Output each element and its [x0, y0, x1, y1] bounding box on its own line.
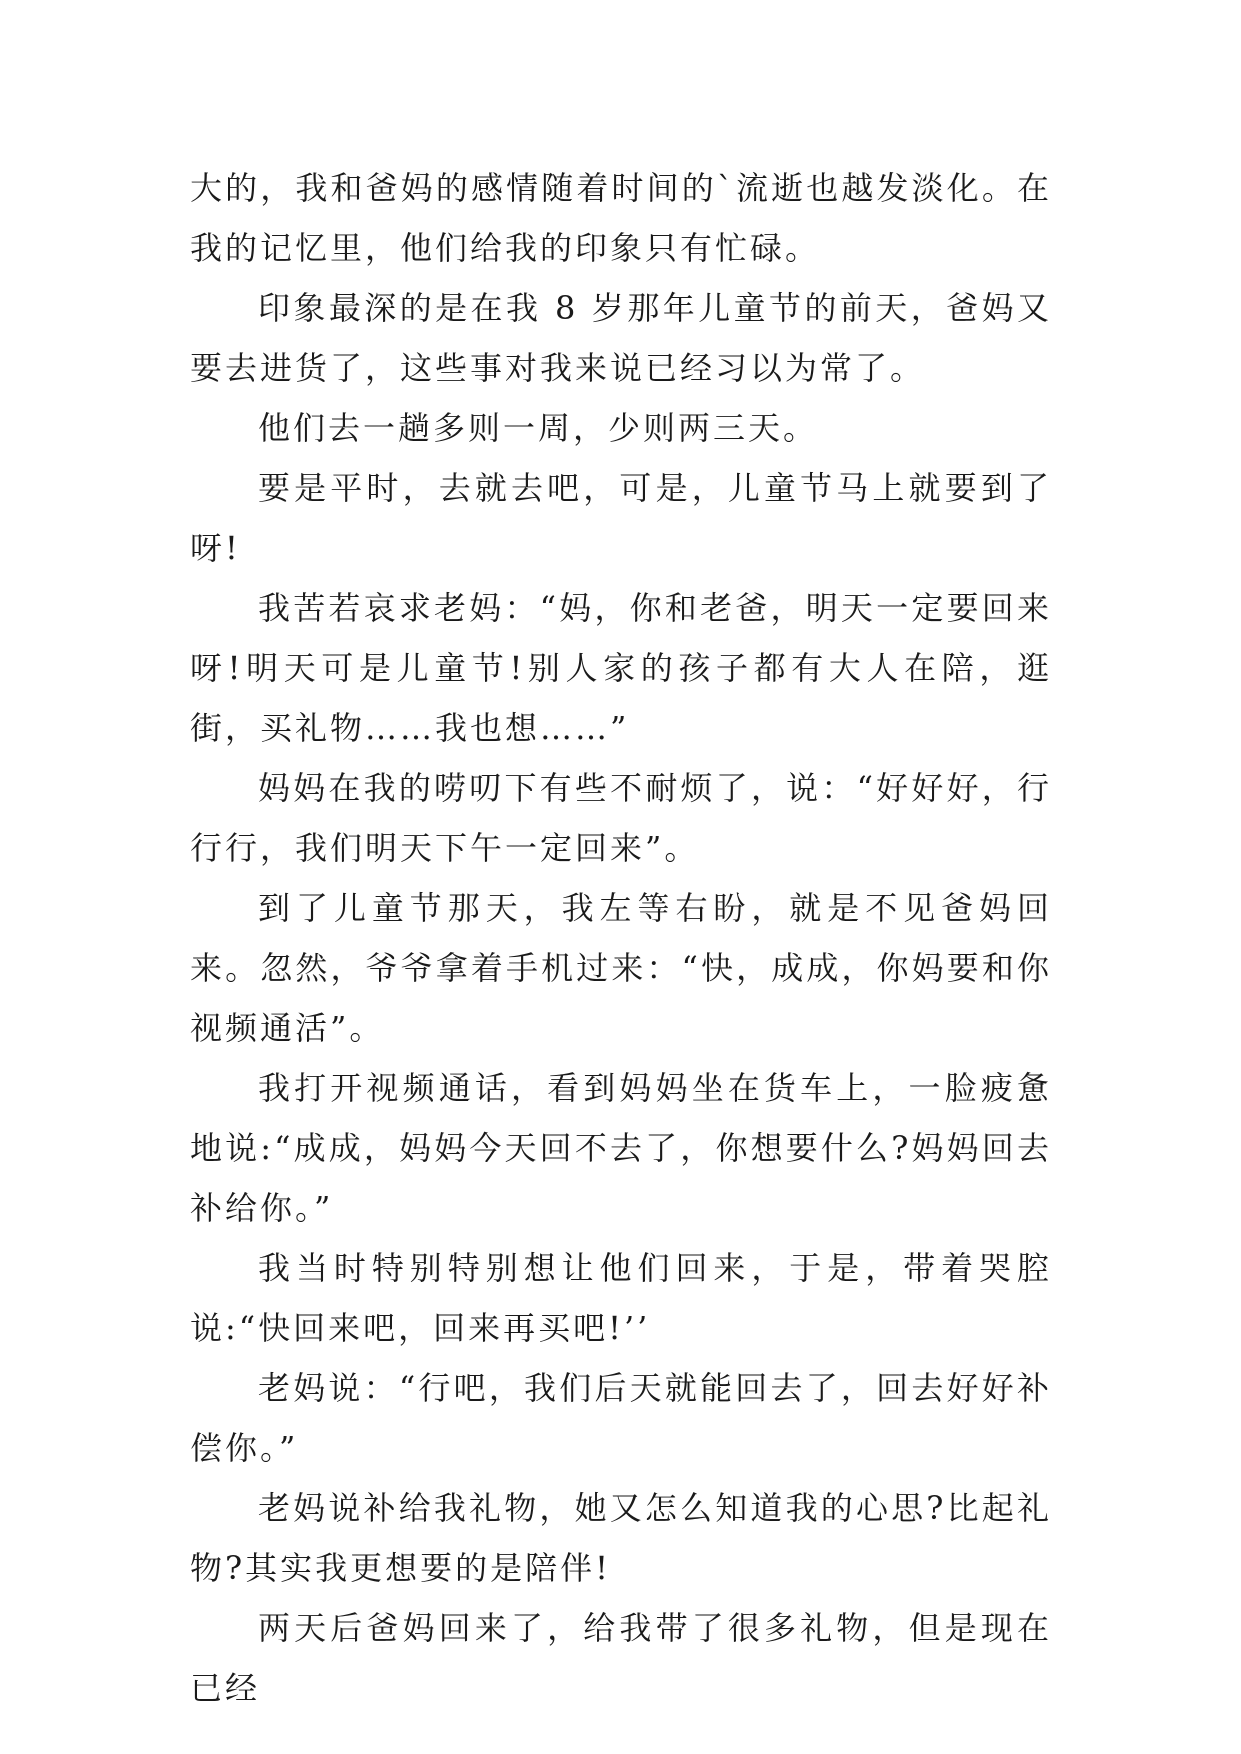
- paragraph-10: 老妈说：“行吧，我们后天就能回去了，回去好好补偿你。”: [190, 1369, 1052, 1467]
- paragraph-1: 大的，我和爸妈的感情随着时间的`流逝也越发淡化。在我的记忆里，他们给我的印象只有忙碌。: [190, 169, 1052, 267]
- paragraph-5: 我苦若哀求老妈：“妈，你和老爸，明天一定要回来呀!明天可是儿童节!别人家的孩子都有大人在陪，逛街，买礼物……我也想……”: [190, 589, 1052, 747]
- paragraph-2: 印象最深的是在我 8 岁那年儿童节的前天，爸妈又要去进货了，这些事对我来说已经习以为常了。: [190, 289, 1052, 387]
- paragraph-9: 我当时特别特别想让他们回来，于是，带着哭腔说:“快回来吧，回来再买吧!’’: [190, 1249, 1052, 1347]
- paragraph-7: 到了儿童节那天，我左等右盼，就是不见爸妈回来。忽然，爷爷拿着手机过来：“快，成成，你妈要和你视频通活”。: [190, 889, 1052, 1047]
- paragraph-4: 要是平时，去就去吧，可是，儿童节马上就要到了呀!: [190, 469, 1052, 567]
- paragraph-3: 他们去一趟多则一周，少则两三天。: [258, 409, 819, 447]
- paragraph-11: 老妈说补给我礼物，她又怎么知道我的心思?比起礼物?其实我更想要的是陪伴!: [190, 1489, 1052, 1587]
- paragraph-6: 妈妈在我的唠叨下有些不耐烦了，说：“好好好，行行行，我们明天下午一定回来”。: [190, 769, 1052, 867]
- paragraph-8: 我打开视频通话，看到妈妈坐在货车上，一脸疲惫地说:“成成，妈妈今天回不去了，你想要什么?妈妈回去补给你。”: [190, 1069, 1052, 1227]
- paragraph-12: 两天后爸妈回来了，给我带了很多礼物，但是现在已经: [190, 1609, 1052, 1707]
- document-body: [190, 158, 1052, 1718]
